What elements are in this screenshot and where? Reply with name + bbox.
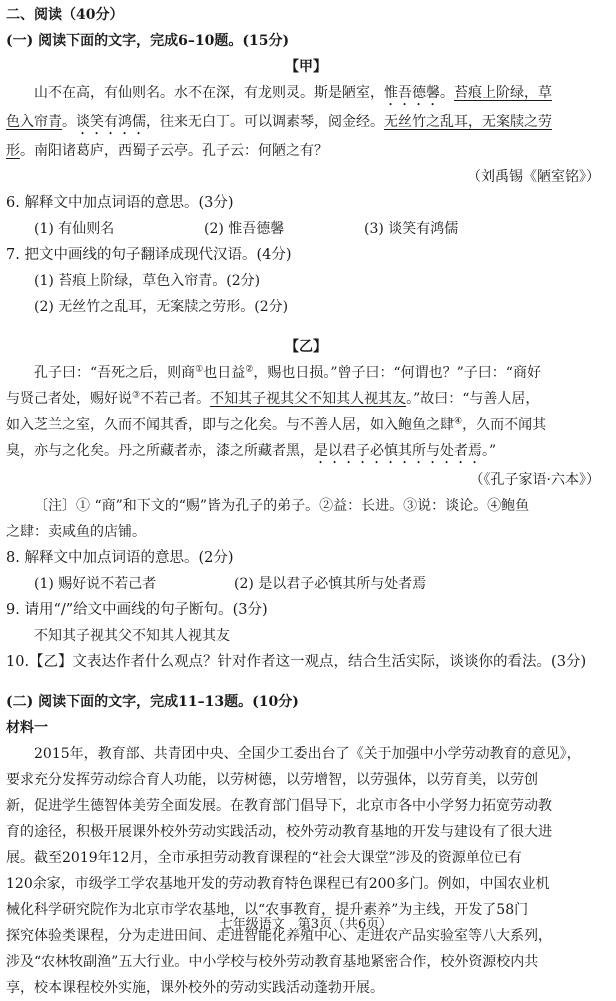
material-1-line: 要求充分发挥劳动综合育人功能，以劳树德，以劳增智，以劳强体，以劳育美，以劳创 xyxy=(6,772,538,788)
exam-page xyxy=(6,0,606,1001)
underlined-sentence: 苔痕上阶绿，草 xyxy=(454,85,552,101)
material-1-line: 享，校本课程校外实施，课外校外的劳动实践活动蓬勃开展。 xyxy=(6,980,384,996)
q9-sentence: 不知其子视其父不知其人视其友 xyxy=(34,628,230,644)
question-8-options xyxy=(6,571,606,597)
annotation-line-2: 之肆：卖咸鱼的店铺。 xyxy=(6,524,146,540)
material-1-line: 育的途径，积极开展课外校外劳动实践活动，校外劳动教育基地的开发与建设有了很大进 xyxy=(6,824,552,840)
material-1-line: 120余家，市级学工学农基地开发的劳动教育特色课程已有200多门。例如，中国农业机 xyxy=(6,876,550,892)
q7-item-2: (2) 无丝竹之乱耳，无案牍之劳形。(2分) xyxy=(34,299,289,315)
material-1-body xyxy=(6,741,606,1001)
yi-line-4: 臭，亦与之化矣。丹之所藏者赤，漆之所藏者黑，是以君子必慎其所与处者焉。” xyxy=(6,443,497,459)
annotation-line-1: 〔注〕① “商”和下文的“赐”皆为孔子的弟子。②益：长进。③说：谈论。④鲍鱼 xyxy=(34,498,530,514)
yi-line-2: 与贤己者处，赐好说③不若己者。不知其子视其父不知其人视其友。”故曰：“与善人居， xyxy=(6,390,540,407)
underlined-sentence: 色入帘青 xyxy=(6,114,62,130)
underlined-sentence: 无丝竹之乱耳，无案牍之劳 xyxy=(384,114,552,130)
question-7: 7. 把文中画线的句子翻译成现代汉语。(4分) xyxy=(6,247,292,263)
material-1-line: 2015年，教育部、共青团中央、全国少工委出台了《关于加强中小学劳动教育的意见》， xyxy=(34,746,581,762)
question-8: 8. 解释文中加点词语的意思。(2分) xyxy=(6,550,234,566)
q8-option-2: (2) 是以君子必慎其所与处者焉 xyxy=(234,576,427,592)
question-6-options xyxy=(6,216,606,242)
material-1-line: 新，促进学生德智体美劳全面发展。在教育部门倡导下，北京市各中小学努力拓宽劳动教 xyxy=(6,798,552,814)
yi-line-3: 如入芝兰之室，久而不闻其香，即与之化矣。与不善人居，如入鲍鱼之肆④，久而不闻其 xyxy=(6,416,547,433)
q7-item-1: (1) 苔痕上阶绿，草色入帘青。(2分) xyxy=(34,273,261,289)
dotted-phrase: 惟吾德馨 xyxy=(384,85,440,101)
passage-yi xyxy=(6,360,606,493)
passage-yi-label: 【乙】 xyxy=(285,339,327,355)
question-6: 6. 解释文中加点词语的意思。(3分) xyxy=(6,195,234,211)
part2-heading: 二、阅读（40分） xyxy=(6,7,124,23)
underlined-sentence: 形 xyxy=(6,143,20,159)
material-1-label: 材料一 xyxy=(6,720,48,736)
dotted-phrase: 是以君子必慎其所与处者焉 xyxy=(314,443,482,459)
q6-option-3: (3) 谈笑有鸿儒 xyxy=(364,221,459,237)
question-9: 9. 请用“/”给文中画线的句子断句。(3分) xyxy=(6,602,268,618)
q6-option-1: (1) 有仙则名 xyxy=(34,221,115,237)
yi-line-1: 孔子曰：“吾死之后，则商①也日益②，赐也日损。”曾子曰：“何谓也？”子曰：“商好 xyxy=(34,364,541,381)
material-1-line: 展。截至2019年12月，全市承担劳动教育课程的“社会大课堂”涉及的资源单位已有 xyxy=(6,850,522,866)
jia-line-3: 形。南阳诸葛庐，西蜀子云亭。孔子云：何陋之有？ xyxy=(6,143,328,159)
jia-line-1: 山不在高，有仙则名。水不在深，有龙则灵。斯是陋室，惟吾德馨。苔痕上阶绿，草 xyxy=(34,85,552,101)
passage-jia xyxy=(6,80,606,190)
material-1-line: 探究体验类课程，分为走进田间、走进智能化养殖中心、走进农产品实验室等八大系列， xyxy=(6,928,552,944)
material-1-line: 械化科学研究院作为北京市学农基地，以“农事教育，提升素养”为主线，开发了58门 xyxy=(6,902,529,918)
jia-source: （刘禹锡《陋室铭》） xyxy=(467,169,600,185)
passage-jia-label: 【甲】 xyxy=(285,59,327,75)
underlined-sentence: 不知其子视其父不知其人视其友 xyxy=(210,391,407,407)
page-footer: 七年级语文 第3页（共6页） xyxy=(219,917,393,932)
dotted-phrase: 谈笑有鸿儒 xyxy=(76,114,146,130)
q8-option-1: (1) 赐好说不若己者 xyxy=(34,576,157,592)
material-1-line: 涉及“农林牧副渔”五大行业。中小学校与校外劳动教育基地紧密合作，校外资源校内共 xyxy=(6,954,539,970)
section1-heading: (一) 阅读下面的文字，完成6–10题。(15分) xyxy=(6,33,290,49)
question-10: 10.【乙】文表达作者什么观点？针对作者这一观点，结合生活实际，谈谈你的看法。(3分) xyxy=(6,654,587,670)
section2-heading: (二) 阅读下面的文字，完成11–13题。(10分) xyxy=(6,694,299,710)
yi-source: （《孔子家语·六本》） xyxy=(469,472,600,488)
q6-option-2: (2) 惟吾德馨 xyxy=(204,221,285,237)
jia-line-2: 色入帘青。谈笑有鸿儒，往来无白丁。可以调素琴，阅金经。无丝竹之乱耳，无案牍之劳 xyxy=(6,114,552,130)
